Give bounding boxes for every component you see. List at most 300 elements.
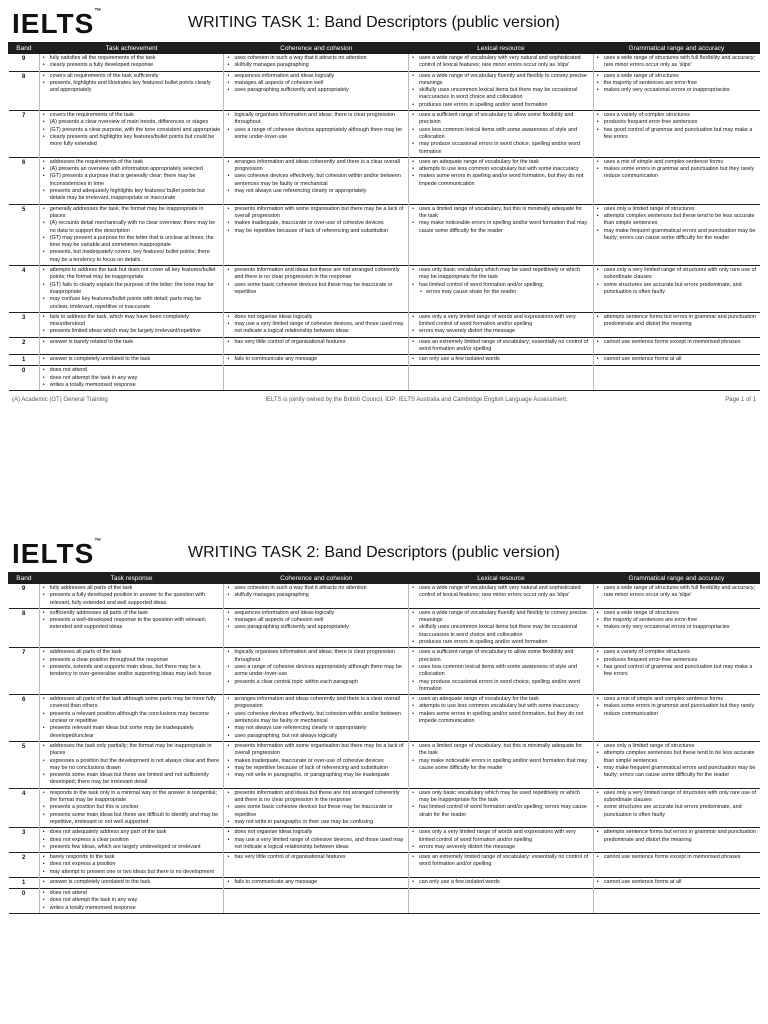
table-row [9, 741, 760, 788]
descriptor-cell [593, 157, 759, 204]
descriptor-item: • covers the requirements of the task [43, 112, 221, 119]
descriptor-item: • has limited control of word formation and/or spelling; [412, 282, 590, 289]
descriptor-cell [593, 337, 759, 355]
descriptor-item: • presents a clear position throughout the response [43, 657, 221, 664]
table-body [9, 584, 760, 914]
descriptor-cell [224, 695, 409, 742]
descriptor-item: • uses only a very limited range of words and expressions with very limited control of word formation and/or spelling [412, 829, 590, 844]
descriptor-cell [39, 366, 224, 391]
descriptor-cell [224, 355, 409, 366]
descriptor-cell [593, 71, 759, 110]
band-score: 2 [9, 853, 40, 878]
descriptor-item: • may confuse key features/bullet points with detail; parts may be unclear, irrelevant, repetitive or inaccurate [43, 296, 221, 311]
band-score: 9 [9, 54, 40, 72]
band-score: 8 [9, 608, 40, 647]
column-header: Grammatical range and accuracy [593, 573, 759, 584]
descriptor-item: • addresses the requirements of the task [43, 159, 221, 166]
logo-mark: ™ [94, 8, 103, 15]
descriptor-item: • presents, but inadequately covers, key features/ bullet points; there may be a tendency to focus on details [43, 249, 221, 264]
table-row [9, 584, 760, 609]
descriptor-item: • uses less common lexical items with some awareness of style and collocation [412, 127, 590, 142]
descriptor-item: • presents information and ideas but these are not arranged coherently and there is no clear progression in the response [227, 267, 405, 282]
descriptor-cell [409, 584, 594, 609]
table-row [9, 608, 760, 647]
band-score: 2 [9, 337, 40, 355]
descriptor-item: • clearly presents a fully developed response [43, 62, 221, 69]
descriptor-item: • fails to address the task, which may have been completely misunderstood [43, 314, 221, 329]
descriptor-item: • answer is barely related to the task [43, 339, 221, 346]
descriptor-item: • may make noticeable errors in spelling and/or word formation that may cause some difficulty for the reader [412, 220, 590, 235]
table-row [9, 695, 760, 742]
descriptor-item: • uses some basic cohesive devices but these may be inaccurate or repetitive [227, 282, 405, 297]
descriptor-item: • uses a variety of complex structures [597, 649, 757, 656]
descriptor-item: • makes only very occasional errors or inappropriacies [597, 624, 757, 631]
band-score: 0 [9, 889, 40, 914]
descriptor-item: • sequences information and ideas logically [227, 73, 405, 80]
descriptor-cell [593, 853, 759, 878]
descriptor-item: • logically organises information and ideas; there is clear progression throughout [227, 649, 405, 664]
descriptor-cell [409, 312, 594, 337]
band-score: 5 [9, 741, 40, 788]
descriptor-cell [39, 337, 224, 355]
table-header-row [9, 573, 760, 584]
descriptor-cell [224, 828, 409, 853]
descriptor-item: • (GT) presents a purpose that is generally clear; there may be inconsistencies in tone [43, 173, 221, 188]
descriptor-item: • addresses all parts of the task [43, 649, 221, 656]
descriptor-item: • uses a sufficient range of vocabulary to allow some flexibility and precision [412, 649, 590, 664]
descriptor-item: • (GT) presents a clear purpose, with the tone consistent and appropriate [43, 127, 221, 134]
descriptor-item: • presents information with some organisation but there may be a lack of overall progression [227, 206, 405, 221]
descriptor-item: • the majority of sentences are error-free [597, 80, 757, 87]
descriptor-item: • errors may severely distort the message [412, 328, 590, 335]
band-score: 8 [9, 71, 40, 110]
descriptor-cell [224, 337, 409, 355]
descriptor-cell [39, 877, 224, 888]
table-body [9, 54, 760, 391]
descriptor-item: • cannot use sentence forms at all [597, 879, 757, 886]
descriptor-item: • uses a wide range of vocabulary with very natural and sophisticated control of lexical features; rare minor errors occur only as 'slips' [412, 55, 590, 70]
descriptor-cell [224, 266, 409, 313]
descriptor-cell [593, 312, 759, 337]
table-row [9, 54, 760, 72]
descriptor-cell [39, 853, 224, 878]
descriptor-item: • presents a clear central topic within each paragraph [227, 679, 405, 686]
table-row [9, 648, 760, 695]
descriptor-item: • (GT) fails to clearly explain the purpose of the letter; the tone may be inappropriate [43, 282, 221, 297]
descriptor-item: • uses only a limited range of structures [597, 206, 757, 213]
descriptor-item: • may make frequent grammatical errors and punctuation may be faulty; errors can cause some difficulty for the reader [597, 765, 757, 780]
table-row [9, 312, 760, 337]
descriptor-item: • writes a totally memorised response [43, 382, 221, 389]
descriptor-item: • (GT) may present a purpose for the letter that is unclear at times; the tone may be variable and sometimes inappropriate [43, 235, 221, 250]
footer-legend: (A) Academic (GT) General Training [12, 397, 108, 404]
descriptor-item: • does not attempt the task in any way [43, 897, 221, 904]
descriptor-item: • presents limited ideas which may be largely irrelevant/repetitive [43, 328, 221, 335]
descriptor-cell [39, 741, 224, 788]
page-header [8, 6, 760, 42]
descriptor-cell [593, 366, 759, 391]
descriptor-item: • cannot use sentence forms except in memorised phrases [597, 854, 757, 861]
descriptor-item: • skilfully uses uncommon lexical items but there may be occasional inaccuracies in word choice and collocation [412, 624, 590, 639]
descriptor-cell [409, 889, 594, 914]
descriptor-cell [593, 695, 759, 742]
descriptor-item: • presents a relevant position although the conclusions may become unclear or repetitive [43, 711, 221, 726]
descriptor-cell [224, 111, 409, 158]
descriptor-cell [224, 741, 409, 788]
table-row [9, 355, 760, 366]
descriptor-item: • makes only very occasional errors or inappropriacies [597, 87, 757, 94]
descriptor-item: • uses a wide range of structures [597, 73, 757, 80]
descriptor-item: • (A) presents an overview with information appropriately selected [43, 166, 221, 173]
descriptor-item: • fully satisfies all the requirements of the task [43, 55, 221, 62]
band-score: 6 [9, 157, 40, 204]
descriptor-item: • uses a sufficient range of vocabulary to allow some flexibility and precision [412, 112, 590, 127]
descriptor-cell [593, 741, 759, 788]
descriptor-item: • may make noticeable errors in spelling and/or word formation that may cause some difficulty for the reader [412, 758, 590, 773]
column-header: Grammatical range and accuracy [593, 43, 759, 54]
descriptor-item: • uses paragraphing sufficiently and appropriately [227, 624, 405, 631]
descriptor-cell [39, 355, 224, 366]
descriptor-item: • may be repetitive because of lack of referencing and substitution [227, 228, 405, 235]
descriptor-item: • has very little control of organisational features [227, 854, 405, 861]
descriptor-cell [224, 648, 409, 695]
descriptor-item: • presents information with some organisation but there may be a lack of overall progression [227, 743, 405, 758]
descriptor-item: • may make frequent grammatical errors and punctuation may be faulty; errors can cause some difficulty for the reader [597, 228, 757, 243]
table-row [9, 111, 760, 158]
descriptor-cell [39, 788, 224, 827]
table-row [9, 877, 760, 888]
descriptor-item: • presents some main ideas but these are limited and not sufficiently developed; there may be irrelevant detail [43, 772, 221, 787]
band-score: 0 [9, 366, 40, 391]
descriptor-cell [409, 111, 594, 158]
logo-text: IELTS [12, 8, 95, 39]
descriptor-item: • makes inadequate, inaccurate or over-use of cohesive devices [227, 758, 405, 765]
descriptor-cell [39, 157, 224, 204]
descriptor-item: • may produce occasional errors in word choice, spelling and/or word formation [412, 141, 590, 156]
descriptor-item: • uses an adequate range of vocabulary for the task [412, 696, 590, 703]
footer-ownership: IELTS is jointly owned by the British Council, IDP: IELTS Australia and Cambridge English Language Assessment. [265, 397, 568, 404]
descriptor-item: • manages all aspects of cohesion well [227, 617, 405, 624]
descriptor-cell [224, 584, 409, 609]
descriptor-cell [409, 788, 594, 827]
descriptor-cell [409, 366, 594, 391]
descriptor-item: • can only use a few isolated words [412, 356, 590, 363]
descriptor-item: • makes some errors in spelling and/or word formation, but they do not impede communication [412, 711, 590, 726]
descriptor-item: • manages all aspects of cohesion well [227, 80, 405, 87]
descriptor-item: • (A) recounts detail mechanically with no clear overview; there may be no data to support the description [43, 220, 221, 235]
descriptor-item: • presents and adequately highlights key features/ bullet points but details may be irrelevant, inappropriate or inaccurate [43, 188, 221, 203]
descriptor-item: • can only use a few isolated words [412, 879, 590, 886]
descriptor-cell [39, 608, 224, 647]
page-header [8, 536, 760, 572]
descriptor-item: • uses only a very limited range of structures with only rare use of subordinate clauses [597, 790, 757, 805]
band-score: 3 [9, 828, 40, 853]
descriptor-cell [593, 828, 759, 853]
task2-page [8, 536, 760, 914]
descriptor-cell [224, 788, 409, 827]
band-score: 6 [9, 695, 40, 742]
descriptor-item: • addresses all parts of the task although some parts may be more fully covered than others [43, 696, 221, 711]
footer-page-number: Page 1 of 1 [725, 397, 756, 404]
descriptor-item: • presents some main ideas but these are difficult to identify and may be repetitive, irrelevant or not well supported [43, 812, 221, 827]
descriptor-cell [593, 648, 759, 695]
descriptor-item: • makes some errors in grammar and punctuation but they rarely reduce communication [597, 703, 757, 718]
descriptor-item: • uses a wide range of vocabulary fluently and flexibly to convey precise meanings [412, 73, 590, 88]
descriptor-item: • may attempt to present one or two ideas but there is no development [43, 869, 221, 876]
ielts-logo [12, 538, 102, 570]
page-title: WRITING TASK 1: Band Descriptors (public version) [188, 14, 560, 31]
descriptor-cell [39, 111, 224, 158]
descriptor-cell [409, 337, 594, 355]
descriptor-item: • skilfully uses uncommon lexical items but there may be occasional inaccuracies in word choice and collocation [412, 87, 590, 102]
band-score: 7 [9, 648, 40, 695]
descriptor-item: • skilfully manages paragraphing [227, 62, 405, 69]
descriptor-cell [409, 853, 594, 878]
descriptor-item: • presents, highlights and illustrates key features/ bullet points clearly and appropriately [43, 80, 221, 95]
descriptor-item: • produces frequent error-free sentences [597, 657, 757, 664]
descriptor-item: • the majority of sentences are error-free [597, 617, 757, 624]
descriptor-cell [224, 71, 409, 110]
descriptor-item: • logically organises information and ideas; there is clear progression throughout [227, 112, 405, 127]
descriptor-item: • uses only basic vocabulary which may be used repetitively or which may be inappropriate for the task [412, 267, 590, 282]
table-row [9, 266, 760, 313]
descriptor-item: • has very little control of organisational features [227, 339, 405, 346]
descriptor-cell [224, 889, 409, 914]
descriptor-item: • uses a limited range of vocabulary, but this is minimally adequate for the task [412, 206, 590, 221]
descriptor-item: • uses an extremely limited range of vocabulary; essentially no control of word formation and/or spelling [412, 854, 590, 869]
descriptor-item: • uses cohesion in such a way that it attracts no attention [227, 55, 405, 62]
descriptor-item: • fully addresses all parts of the task [43, 585, 221, 592]
table-row [9, 788, 760, 827]
descriptor-item: • has limited control of word formation and/or spelling; errors may cause strain for the reader [412, 804, 590, 819]
descriptor-item: • does not organise ideas logically [227, 829, 405, 836]
descriptor-item: • makes some errors in spelling and/or word formation, but they do not impede communication [412, 173, 590, 188]
band-score: 9 [9, 584, 40, 609]
descriptor-item: • uses a range of cohesive devices appropriately although there may be some under-/over-use [227, 127, 405, 142]
column-header: Band [9, 573, 40, 584]
descriptor-item: • answer is completely unrelated to the task [43, 356, 221, 363]
column-header: Coherence and cohesion [224, 573, 409, 584]
descriptor-item: • (A) presents a clear overview of main trends, differences or stages [43, 119, 221, 126]
descriptor-item: • expresses a position but the development is not always clear and there may be no conclusions drawn [43, 758, 221, 773]
descriptor-item: • uses paragraphing, but not always logically [227, 733, 405, 740]
descriptor-item: • presents a well-developed response to the question with relevant, extended and supported ideas [43, 617, 221, 632]
band-score: 3 [9, 312, 40, 337]
descriptor-cell [409, 71, 594, 110]
band-score: 5 [9, 204, 40, 265]
descriptor-cell [39, 71, 224, 110]
descriptor-item: • produces rare errors in spelling and/or word formation [412, 639, 590, 646]
descriptor-item: • does not attempt the task in any way [43, 375, 221, 382]
descriptor-item: • may produce occasional errors in word choice, spelling and/or word formation [412, 679, 590, 694]
descriptor-item: • uses only basic vocabulary which may be used repetitively or which may be inappropriate for the task [412, 790, 590, 805]
descriptor-cell [224, 853, 409, 878]
descriptor-item: • attempts to address the task but does not cover all key features/bullet points; the format may be inappropriate [43, 267, 221, 282]
descriptor-cell [409, 648, 594, 695]
descriptor-cell [224, 157, 409, 204]
descriptor-item: • uses a wide range of vocabulary with very natural and sophisticated control of lexical features; rare minor errors occur only as 'slips' [412, 585, 590, 600]
descriptor-cell [224, 312, 409, 337]
descriptor-item: • addresses the task only partially; the format may be inappropriate in places [43, 743, 221, 758]
descriptor-item: • uses cohesive devices effectively, but cohesion within and/or between sentences may be faulty or mechanical [227, 711, 405, 726]
descriptor-item: • may use a very limited range of cohesive devices, and those used may not indicate a logical relationship between ideas [227, 837, 405, 852]
descriptor-item: • attempts complex sentences but these tend to be less accurate than simple sentences [597, 750, 757, 765]
descriptor-item: • uses a mix of simple and complex sentence forms [597, 696, 757, 703]
descriptor-item: • uses a wide range of structures [597, 610, 757, 617]
descriptor-item: • does not adequately address any part of the task [43, 829, 221, 836]
descriptor-cell [593, 877, 759, 888]
descriptor-cell [593, 266, 759, 313]
descriptor-cell [409, 608, 594, 647]
descriptor-cell [39, 54, 224, 72]
descriptor-item: • arranges information and ideas coherently and there is a clear overall progression [227, 696, 405, 711]
descriptor-cell [39, 695, 224, 742]
descriptor-item: • presents few ideas, which are largely undeveloped or irrelevant [43, 844, 221, 851]
table-header-row [9, 43, 760, 54]
descriptor-item: • presents, extends and supports main ideas, but there may be a tendency to over-generalise and/or supporting ideas may lack focus [43, 664, 221, 679]
descriptor-item: • produces frequent error-free sentences [597, 119, 757, 126]
descriptor-item: • uses an adequate range of vocabulary for the task [412, 159, 590, 166]
descriptor-cell [409, 266, 594, 313]
page-title: WRITING TASK 2: Band Descriptors (public version) [188, 544, 560, 561]
descriptor-item: • may use a very limited range of cohesive devices, and those used may not indicate a logical relationship between ideas [227, 321, 405, 336]
descriptor-item: • fails to communicate any message [227, 879, 405, 886]
descriptor-item: • uses a mix of simple and complex sentence forms [597, 159, 757, 166]
descriptor-item: • uses paragraphing sufficiently and appropriately [227, 87, 405, 94]
descriptor-item: • uses less common lexical items with some awareness of style and collocation [412, 664, 590, 679]
descriptor-cell [593, 204, 759, 265]
descriptor-cell [39, 828, 224, 853]
descriptor-item: • uses a limited range of vocabulary, but this is minimally adequate for the task [412, 743, 590, 758]
descriptor-item: • has good control of grammar and punctuation but may make a few errors [597, 664, 757, 679]
descriptor-cell [39, 266, 224, 313]
descriptor-item: • may not always use referencing clearly or appropriately [227, 725, 405, 732]
descriptor-item: • does not express a position [43, 861, 221, 868]
descriptor-item: • attempts complex sentences but these tend to be less accurate than simple sentences [597, 213, 757, 228]
descriptor-item: • uses a wide range of vocabulary fluently and flexibly to convey precise meanings [412, 610, 590, 625]
column-header: Lexical resource [409, 573, 594, 584]
descriptor-item: • covers all requirements of the task sufficiently [43, 73, 221, 80]
table-row [9, 337, 760, 355]
descriptor-cell [39, 889, 224, 914]
descriptor-cell [409, 54, 594, 72]
descriptor-cell [224, 366, 409, 391]
descriptor-item: • uses a wide range of structures with full flexibility and accuracy; rare minor errors occur only as 'slips' [597, 55, 757, 70]
descriptor-item: • clearly presents and highlights key features/bullet points but could be more fully extended [43, 134, 221, 149]
band-descriptor-table [8, 572, 760, 914]
logo-mark: ™ [94, 538, 103, 545]
descriptor-cell [409, 877, 594, 888]
descriptor-item: • attempts sentence forms but errors in grammar and punctuation predominate and distort the meaning [597, 829, 757, 844]
descriptor-item: • does not attend [43, 367, 221, 374]
descriptor-cell [224, 608, 409, 647]
descriptor-cell [593, 788, 759, 827]
descriptor-cell [39, 584, 224, 609]
table-row [9, 889, 760, 914]
descriptor-item: • presents a fully developed position in answer to the question with relevant, fully extended and well supported ideas [43, 592, 221, 607]
table-row [9, 828, 760, 853]
descriptor-cell [409, 695, 594, 742]
logo-text: IELTS [12, 538, 95, 569]
descriptor-item: • attempts sentence forms but errors in grammar and punctuation predominate and distort the meaning [597, 314, 757, 329]
descriptor-cell [593, 889, 759, 914]
descriptor-cell [593, 608, 759, 647]
descriptor-cell [39, 204, 224, 265]
column-header: Task response [39, 573, 224, 584]
descriptor-cell [39, 648, 224, 695]
descriptor-cell [224, 204, 409, 265]
descriptor-item: • may be repetitive because of lack of referencing and substitution [227, 765, 405, 772]
descriptor-item: • skilfully manages paragraphing [227, 592, 405, 599]
table-row [9, 366, 760, 391]
descriptor-item: • produces rare errors in spelling and/or word formation [412, 102, 590, 109]
descriptor-item: • does not organise ideas logically [227, 314, 405, 321]
band-score: 1 [9, 355, 40, 366]
descriptor-sub-item: • errors may cause strain for the reader [412, 289, 590, 296]
descriptor-item: • uses only a very limited range of words and expressions with very limited control of word formation and/or spelling [412, 314, 590, 329]
descriptor-item: • attempts to use less common vocabulary but with some inaccuracy [412, 166, 590, 173]
descriptor-cell [409, 741, 594, 788]
descriptor-item: • uses some basic cohesive devices but these may be inaccurate or repetitive [227, 804, 405, 819]
descriptor-cell [409, 828, 594, 853]
descriptor-cell [593, 54, 759, 72]
band-descriptor-table [8, 42, 760, 391]
descriptor-item: • arranges information and ideas coherently and there is a clear overall progression [227, 159, 405, 174]
task1-page [8, 6, 760, 403]
descriptor-cell [409, 157, 594, 204]
descriptor-item: • presents a position but this is unclear [43, 804, 221, 811]
descriptor-item: • attempts to use less common vocabulary but with some inaccuracy [412, 703, 590, 710]
descriptor-cell [593, 355, 759, 366]
descriptor-item: • uses only a very limited range of structures with only rare use of subordinate clauses [597, 267, 757, 282]
column-header: Band [9, 43, 40, 54]
descriptor-item: • generally addresses the task; the format may be inappropriate in places [43, 206, 221, 221]
descriptor-item: • sequences information and ideas logically [227, 610, 405, 617]
descriptor-cell [409, 204, 594, 265]
descriptor-item: • errors may severely distort the message [412, 844, 590, 851]
descriptor-item: • responds to the task only in a minimal way or the answer is tangential; the format may be inappropriate [43, 790, 221, 805]
descriptor-item: • cannot use sentence forms at all [597, 356, 757, 363]
table-row [9, 71, 760, 110]
descriptor-cell [409, 355, 594, 366]
descriptor-cell [224, 54, 409, 72]
page-footer [8, 397, 760, 403]
descriptor-item: • presents information and ideas but these are not arranged coherently and there is no clear progression in the response [227, 790, 405, 805]
descriptor-item: • uses only a limited range of structures [597, 743, 757, 750]
column-header: Lexical resource [409, 43, 594, 54]
descriptor-item: • uses cohesion in such a way that it attracts no attention [227, 585, 405, 592]
descriptor-item: • makes inadequate, inaccurate or over-use of cohesive devices [227, 220, 405, 227]
descriptor-item: • uses a wide range of structures with full flexibility and accuracy; rare minor errors occur only as 'slips' [597, 585, 757, 600]
descriptor-item: • may not always use referencing clearly or appropriately [227, 188, 405, 195]
table-row [9, 157, 760, 204]
descriptor-item: • presents relevant main ideas but some may be inadequately developed/unclear [43, 725, 221, 740]
ielts-logo [12, 8, 102, 40]
descriptor-item: • does not attend [43, 890, 221, 897]
column-header: Task achievement [39, 43, 224, 54]
table-row [9, 853, 760, 878]
descriptor-cell [224, 877, 409, 888]
descriptor-item: • cannot use sentence forms except in memorised phrases [597, 339, 757, 346]
descriptor-item: • makes some errors in grammar and punctuation but they rarely reduce communication [597, 166, 757, 181]
descriptor-item: • barely responds to the task [43, 854, 221, 861]
descriptor-item: • has good control of grammar and punctuation but may make a few errors [597, 127, 757, 142]
descriptor-item: • fails to communicate any message [227, 356, 405, 363]
table-row [9, 204, 760, 265]
descriptor-item: • does not express a clear position [43, 837, 221, 844]
descriptor-item: • may not write in paragraphs, or paragraphing may be inadequate [227, 772, 405, 779]
descriptor-cell [593, 111, 759, 158]
